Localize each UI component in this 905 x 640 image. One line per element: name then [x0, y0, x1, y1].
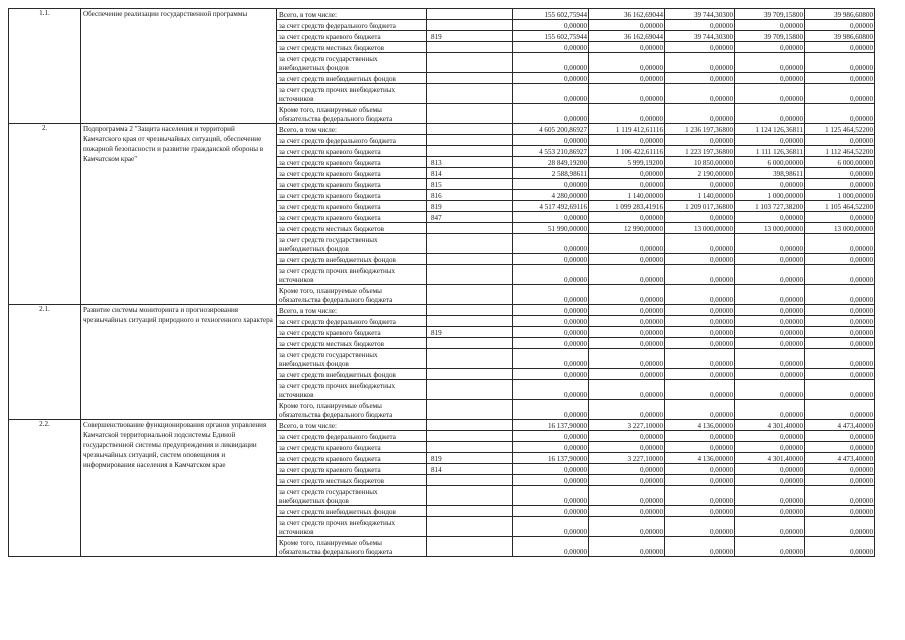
funding-source: за счет средств краевого бюджета — [277, 157, 427, 168]
funding-source: за счет средств государственных внебюджетных фондов — [277, 349, 427, 369]
amount-cell: 0,00000 — [589, 305, 665, 316]
budget-code: 819 — [427, 31, 513, 42]
amount-cell: 0,00000 — [513, 20, 589, 31]
table-row — [9, 420, 875, 431]
budget-code — [427, 73, 513, 84]
amount-cell: 155 602,75944 — [513, 31, 589, 42]
amount-cell: 2 190,00000 — [665, 168, 735, 179]
amount-cell: 6 000,00000 — [805, 157, 875, 168]
amount-cell: 0,00000 — [805, 179, 875, 190]
budget-code: 816 — [427, 190, 513, 201]
amount-cell: 0,00000 — [735, 254, 805, 265]
amount-cell: 0,00000 — [589, 234, 665, 254]
amount-cell: 398,98611 — [735, 168, 805, 179]
amount-cell: 0,00000 — [735, 338, 805, 349]
amount-cell: 0,00000 — [589, 369, 665, 380]
amount-cell: 0,00000 — [513, 285, 589, 305]
amount-cell: 0,00000 — [589, 316, 665, 327]
funding-source: за счет средств государственных внебюджетных фондов — [277, 486, 427, 506]
funding-source: за счет средств краевого бюджета — [277, 190, 427, 201]
budget-code: 814 — [427, 168, 513, 179]
amount-cell: 0,00000 — [513, 73, 589, 84]
budget-code — [427, 442, 513, 453]
section-number: 2.1. — [9, 305, 81, 420]
amount-cell: 0,00000 — [805, 285, 875, 305]
amount-cell: 0,00000 — [805, 234, 875, 254]
amount-cell: 0,00000 — [665, 327, 735, 338]
amount-cell: 0,00000 — [735, 517, 805, 537]
amount-cell: 0,00000 — [665, 135, 735, 146]
budget-code — [427, 265, 513, 285]
amount-cell: 0,00000 — [589, 104, 665, 124]
amount-cell: 0,00000 — [665, 537, 735, 557]
amount-cell: 1 119 412,61116 — [589, 124, 665, 135]
amount-cell: 10 850,00000 — [665, 157, 735, 168]
amount-cell: 0,00000 — [665, 53, 735, 73]
amount-cell: 0,00000 — [513, 265, 589, 285]
amount-cell: 0,00000 — [513, 506, 589, 517]
amount-cell: 0,00000 — [513, 316, 589, 327]
amount-cell: 0,00000 — [589, 73, 665, 84]
budget-code — [427, 146, 513, 157]
budget-code — [427, 380, 513, 400]
amount-cell: 0,00000 — [513, 442, 589, 453]
budget-code — [427, 124, 513, 135]
amount-cell: 1 111 126,36811 — [735, 146, 805, 157]
budget-code — [427, 234, 513, 254]
budget-code — [427, 369, 513, 380]
amount-cell: 0,00000 — [589, 475, 665, 486]
amount-cell: 0,00000 — [665, 442, 735, 453]
amount-cell: 0,00000 — [589, 135, 665, 146]
funding-source: Кроме того, планируемые объемы обязательства федерального бюджета — [277, 400, 427, 420]
funding-source: за счет средств краевого бюджета — [277, 464, 427, 475]
amount-cell: 0,00000 — [589, 84, 665, 104]
amount-cell: 1 223 197,36800 — [665, 146, 735, 157]
amount-cell: 0,00000 — [513, 475, 589, 486]
budget-code — [427, 84, 513, 104]
amount-cell: 51 990,00000 — [513, 223, 589, 234]
funding-source: за счет средств краевого бюджета — [277, 442, 427, 453]
amount-cell: 0,00000 — [589, 442, 665, 453]
funding-source: Кроме того, планируемые объемы обязательства федерального бюджета — [277, 285, 427, 305]
amount-cell: 0,00000 — [735, 349, 805, 369]
budget-code: 813 — [427, 157, 513, 168]
amount-cell: 155 602,75944 — [513, 9, 589, 20]
amount-cell: 3 227,10000 — [589, 420, 665, 431]
amount-cell: 0,00000 — [805, 42, 875, 53]
table-row — [9, 9, 875, 20]
amount-cell: 0,00000 — [735, 305, 805, 316]
amount-cell: 39 986,60800 — [805, 9, 875, 20]
budget-code — [427, 254, 513, 265]
amount-cell: 1 000,00000 — [735, 190, 805, 201]
section-title: Обеспечение реализации государственной программы — [81, 9, 277, 124]
amount-cell: 1 099 283,41916 — [589, 201, 665, 212]
amount-cell: 0,00000 — [735, 179, 805, 190]
amount-cell: 0,00000 — [735, 486, 805, 506]
amount-cell: 1 112 464,52200 — [805, 146, 875, 157]
amount-cell: 0,00000 — [735, 42, 805, 53]
amount-cell: 0,00000 — [665, 380, 735, 400]
amount-cell: 0,00000 — [513, 305, 589, 316]
amount-cell: 0,00000 — [513, 349, 589, 369]
budget-table — [8, 8, 875, 557]
amount-cell: 0,00000 — [805, 369, 875, 380]
amount-cell: 4 605 200,86927 — [513, 124, 589, 135]
amount-cell: 0,00000 — [589, 349, 665, 369]
budget-code — [427, 9, 513, 20]
amount-cell: 0,00000 — [735, 537, 805, 557]
funding-source: за счет средств краевого бюджета — [277, 168, 427, 179]
amount-cell: 0,00000 — [735, 212, 805, 223]
amount-cell: 0,00000 — [589, 486, 665, 506]
amount-cell: 0,00000 — [735, 84, 805, 104]
amount-cell: 0,00000 — [665, 234, 735, 254]
amount-cell: 0,00000 — [513, 517, 589, 537]
budget-code — [427, 420, 513, 431]
funding-source: Кроме того, планируемые объемы обязательства федерального бюджета — [277, 537, 427, 557]
amount-cell: 4 473,40000 — [805, 453, 875, 464]
amount-cell: 0,00000 — [513, 104, 589, 124]
amount-cell: 1 236 197,36800 — [665, 124, 735, 135]
section-number: 1.1. — [9, 9, 81, 124]
funding-source: за счет средств краевого бюджета — [277, 146, 427, 157]
funding-source: за счет средств краевого бюджета — [277, 212, 427, 223]
budget-code — [427, 475, 513, 486]
amount-cell: 4 280,00000 — [513, 190, 589, 201]
amount-cell: 0,00000 — [735, 316, 805, 327]
budget-code — [427, 223, 513, 234]
amount-cell: 0,00000 — [735, 369, 805, 380]
amount-cell: 0,00000 — [805, 380, 875, 400]
amount-cell: 1 103 727,38200 — [735, 201, 805, 212]
amount-cell: 0,00000 — [665, 338, 735, 349]
amount-cell: 0,00000 — [513, 327, 589, 338]
amount-cell: 0,00000 — [513, 53, 589, 73]
amount-cell: 0,00000 — [805, 486, 875, 506]
amount-cell: 6 000,00000 — [735, 157, 805, 168]
amount-cell: 0,00000 — [513, 212, 589, 223]
section-number: 2. — [9, 124, 81, 305]
amount-cell: 0,00000 — [589, 285, 665, 305]
amount-cell: 36 162,69044 — [589, 9, 665, 20]
amount-cell: 0,00000 — [805, 212, 875, 223]
amount-cell: 4 517 492,69116 — [513, 201, 589, 212]
amount-cell: 0,00000 — [513, 179, 589, 190]
amount-cell: 0,00000 — [589, 400, 665, 420]
funding-source: Всего, в том числе: — [277, 124, 427, 135]
amount-cell: 0,00000 — [589, 254, 665, 265]
amount-cell: 2 588,98611 — [513, 168, 589, 179]
budget-code: 814 — [427, 464, 513, 475]
amount-cell: 0,00000 — [805, 53, 875, 73]
amount-cell: 0,00000 — [665, 305, 735, 316]
funding-source: Всего, в том числе: — [277, 305, 427, 316]
amount-cell: 0,00000 — [735, 135, 805, 146]
funding-source: за счет средств внебюджетных фондов — [277, 73, 427, 84]
amount-cell: 0,00000 — [589, 338, 665, 349]
amount-cell: 0,00000 — [805, 20, 875, 31]
amount-cell: 0,00000 — [665, 73, 735, 84]
funding-source: за счет средств прочих внебюджетных источников — [277, 380, 427, 400]
amount-cell: 13 000,00000 — [665, 223, 735, 234]
amount-cell: 39 709,15800 — [735, 31, 805, 42]
amount-cell: 0,00000 — [589, 53, 665, 73]
amount-cell: 3 227,10000 — [589, 453, 665, 464]
amount-cell: 1 140,00000 — [665, 190, 735, 201]
budget-code — [427, 42, 513, 53]
amount-cell: 0,00000 — [805, 168, 875, 179]
amount-cell: 12 990,00000 — [589, 223, 665, 234]
amount-cell: 0,00000 — [805, 265, 875, 285]
amount-cell: 0,00000 — [665, 475, 735, 486]
budget-code: 847 — [427, 212, 513, 223]
amount-cell: 1 125 464,52200 — [805, 124, 875, 135]
amount-cell: 0,00000 — [589, 327, 665, 338]
amount-cell: 0,00000 — [735, 442, 805, 453]
amount-cell: 16 137,90000 — [513, 453, 589, 464]
funding-source: за счет средств краевого бюджета — [277, 179, 427, 190]
budget-code — [427, 517, 513, 537]
funding-source: за счет средств краевого бюджета — [277, 327, 427, 338]
amount-cell: 4 301,40000 — [735, 420, 805, 431]
funding-source: за счет средств краевого бюджета — [277, 453, 427, 464]
amount-cell: 0,00000 — [513, 135, 589, 146]
amount-cell: 1 124 126,36811 — [735, 124, 805, 135]
amount-cell: 0,00000 — [513, 42, 589, 53]
amount-cell: 0,00000 — [805, 254, 875, 265]
amount-cell: 0,00000 — [805, 338, 875, 349]
amount-cell: 0,00000 — [513, 84, 589, 104]
amount-cell: 4 136,00000 — [665, 453, 735, 464]
amount-cell: 13 000,00000 — [735, 223, 805, 234]
amount-cell: 1 106 422,61116 — [589, 146, 665, 157]
funding-source: за счет средств местных бюджетов — [277, 475, 427, 486]
budget-code — [427, 400, 513, 420]
funding-source: Кроме того, планируемые объемы обязательства федерального бюджета — [277, 104, 427, 124]
budget-code — [427, 305, 513, 316]
amount-cell: 0,00000 — [589, 537, 665, 557]
amount-cell: 0,00000 — [665, 20, 735, 31]
amount-cell: 0,00000 — [589, 517, 665, 537]
amount-cell: 0,00000 — [805, 84, 875, 104]
amount-cell: 0,00000 — [805, 316, 875, 327]
amount-cell: 0,00000 — [513, 464, 589, 475]
budget-code — [427, 316, 513, 327]
amount-cell: 4 301,40000 — [735, 453, 805, 464]
amount-cell: 0,00000 — [665, 464, 735, 475]
budget-code — [427, 349, 513, 369]
funding-source: за счет средств федерального бюджета — [277, 135, 427, 146]
funding-source: за счет средств прочих внебюджетных источников — [277, 265, 427, 285]
funding-source: Всего, в том числе: — [277, 420, 427, 431]
funding-source: за счет средств краевого бюджета — [277, 201, 427, 212]
amount-cell: 0,00000 — [735, 506, 805, 517]
section-title: Подпрограмма 2 "Защита населения и территорий Камчатского края от чрезвычайных ситуаций, обеспечение пожарной безопасности и развитие гражданской обороны в Камчатском крае" — [81, 124, 277, 305]
amount-cell: 5 999,19200 — [589, 157, 665, 168]
funding-source: за счет средств местных бюджетов — [277, 338, 427, 349]
amount-cell: 0,00000 — [665, 400, 735, 420]
amount-cell: 0,00000 — [665, 212, 735, 223]
amount-cell: 4 553 210,86927 — [513, 146, 589, 157]
amount-cell: 0,00000 — [805, 400, 875, 420]
amount-cell: 0,00000 — [665, 349, 735, 369]
amount-cell: 0,00000 — [665, 265, 735, 285]
amount-cell: 0,00000 — [589, 212, 665, 223]
budget-code: 815 — [427, 179, 513, 190]
amount-cell: 0,00000 — [665, 506, 735, 517]
amount-cell: 0,00000 — [665, 42, 735, 53]
amount-cell: 0,00000 — [513, 486, 589, 506]
amount-cell: 0,00000 — [513, 338, 589, 349]
amount-cell: 0,00000 — [589, 380, 665, 400]
amount-cell: 0,00000 — [805, 537, 875, 557]
amount-cell: 0,00000 — [665, 254, 735, 265]
amount-cell: 0,00000 — [513, 254, 589, 265]
budget-code — [427, 135, 513, 146]
funding-source: за счет средств местных бюджетов — [277, 223, 427, 234]
amount-cell: 0,00000 — [665, 316, 735, 327]
funding-source: за счет средств государственных внебюджетных фондов — [277, 234, 427, 254]
budget-code — [427, 537, 513, 557]
amount-cell: 0,00000 — [735, 327, 805, 338]
table-row — [9, 124, 875, 135]
amount-cell: 0,00000 — [665, 486, 735, 506]
budget-code — [427, 285, 513, 305]
amount-cell: 1 209 017,36800 — [665, 201, 735, 212]
amount-cell: 13 000,00000 — [805, 223, 875, 234]
budget-code — [427, 338, 513, 349]
amount-cell: 0,00000 — [805, 506, 875, 517]
section-number: 2.2. — [9, 420, 81, 557]
budget-code — [427, 20, 513, 31]
budget-code — [427, 431, 513, 442]
amount-cell: 28 849,19200 — [513, 157, 589, 168]
amount-cell: 0,00000 — [665, 179, 735, 190]
amount-cell: 0,00000 — [735, 380, 805, 400]
amount-cell: 0,00000 — [589, 168, 665, 179]
amount-cell: 0,00000 — [735, 285, 805, 305]
amount-cell: 39 986,60800 — [805, 31, 875, 42]
funding-source: за счет средств внебюджетных фондов — [277, 254, 427, 265]
amount-cell: 0,00000 — [735, 53, 805, 73]
amount-cell: 0,00000 — [665, 285, 735, 305]
table-row — [9, 305, 875, 316]
amount-cell: 0,00000 — [589, 431, 665, 442]
amount-cell: 0,00000 — [513, 234, 589, 254]
funding-source: за счет средств государственных внебюджетных фондов — [277, 53, 427, 73]
amount-cell: 36 162,69044 — [589, 31, 665, 42]
amount-cell: 0,00000 — [805, 517, 875, 537]
budget-code: 819 — [427, 201, 513, 212]
funding-source: за счет средств краевого бюджета — [277, 31, 427, 42]
amount-cell: 0,00000 — [805, 464, 875, 475]
amount-cell: 0,00000 — [589, 179, 665, 190]
funding-source: за счет средств прочих внебюджетных источников — [277, 517, 427, 537]
section-title: Развитие системы мониторинга и прогнозирования чрезвычайных ситуаций природного и техногенного характера — [81, 305, 277, 420]
amount-cell: 0,00000 — [589, 464, 665, 475]
amount-cell: 0,00000 — [735, 104, 805, 124]
amount-cell: 0,00000 — [589, 42, 665, 53]
amount-cell: 0,00000 — [805, 73, 875, 84]
amount-cell: 0,00000 — [805, 104, 875, 124]
amount-cell: 0,00000 — [665, 84, 735, 104]
amount-cell: 0,00000 — [735, 431, 805, 442]
amount-cell: 39 744,30300 — [665, 9, 735, 20]
amount-cell: 0,00000 — [513, 431, 589, 442]
amount-cell: 0,00000 — [735, 475, 805, 486]
budget-code: 819 — [427, 327, 513, 338]
amount-cell: 0,00000 — [513, 369, 589, 380]
budget-code — [427, 53, 513, 73]
amount-cell: 0,00000 — [665, 517, 735, 537]
budget-code — [427, 104, 513, 124]
funding-source: за счет средств внебюджетных фондов — [277, 506, 427, 517]
funding-source: Всего, в том числе: — [277, 9, 427, 20]
funding-source: за счет средств федерального бюджета — [277, 316, 427, 327]
amount-cell: 1 140,00000 — [589, 190, 665, 201]
amount-cell: 0,00000 — [665, 104, 735, 124]
funding-source: за счет средств внебюджетных фондов — [277, 369, 427, 380]
section-title: Совершенствование функционирования органов управления Камчатской территориальной подсистемы Единой государственной системы предупреждения и ликвидации чрезвычайных ситуаций, систем оповещения и информирования населения в Камчатском крае — [81, 420, 277, 557]
amount-cell: 0,00000 — [513, 537, 589, 557]
budget-code — [427, 506, 513, 517]
amount-cell: 0,00000 — [589, 265, 665, 285]
amount-cell: 0,00000 — [665, 431, 735, 442]
funding-source: за счет средств федерального бюджета — [277, 431, 427, 442]
amount-cell: 0,00000 — [513, 380, 589, 400]
amount-cell: 0,00000 — [805, 442, 875, 453]
budget-table-body — [9, 9, 875, 557]
amount-cell: 1 105 464,52200 — [805, 201, 875, 212]
budget-code: 819 — [427, 453, 513, 464]
amount-cell: 0,00000 — [735, 234, 805, 254]
amount-cell: 39 709,15800 — [735, 9, 805, 20]
amount-cell: 0,00000 — [735, 20, 805, 31]
funding-source: за счет средств прочих внебюджетных источников — [277, 84, 427, 104]
amount-cell: 0,00000 — [735, 265, 805, 285]
amount-cell: 0,00000 — [513, 400, 589, 420]
amount-cell: 0,00000 — [805, 431, 875, 442]
funding-source: за счет средств федерального бюджета — [277, 20, 427, 31]
amount-cell: 0,00000 — [735, 73, 805, 84]
amount-cell: 0,00000 — [805, 327, 875, 338]
amount-cell: 0,00000 — [665, 369, 735, 380]
amount-cell: 0,00000 — [805, 475, 875, 486]
amount-cell: 0,00000 — [735, 400, 805, 420]
amount-cell: 16 137,90000 — [513, 420, 589, 431]
amount-cell: 4 136,00000 — [665, 420, 735, 431]
amount-cell: 0,00000 — [805, 349, 875, 369]
amount-cell: 0,00000 — [805, 135, 875, 146]
amount-cell: 0,00000 — [589, 506, 665, 517]
amount-cell: 4 473,40000 — [805, 420, 875, 431]
amount-cell: 39 744,30300 — [665, 31, 735, 42]
amount-cell: 0,00000 — [589, 20, 665, 31]
amount-cell: 0,00000 — [735, 464, 805, 475]
funding-source: за счет средств местных бюджетов — [277, 42, 427, 53]
amount-cell: 1 000,00000 — [805, 190, 875, 201]
amount-cell: 0,00000 — [805, 305, 875, 316]
budget-code — [427, 486, 513, 506]
